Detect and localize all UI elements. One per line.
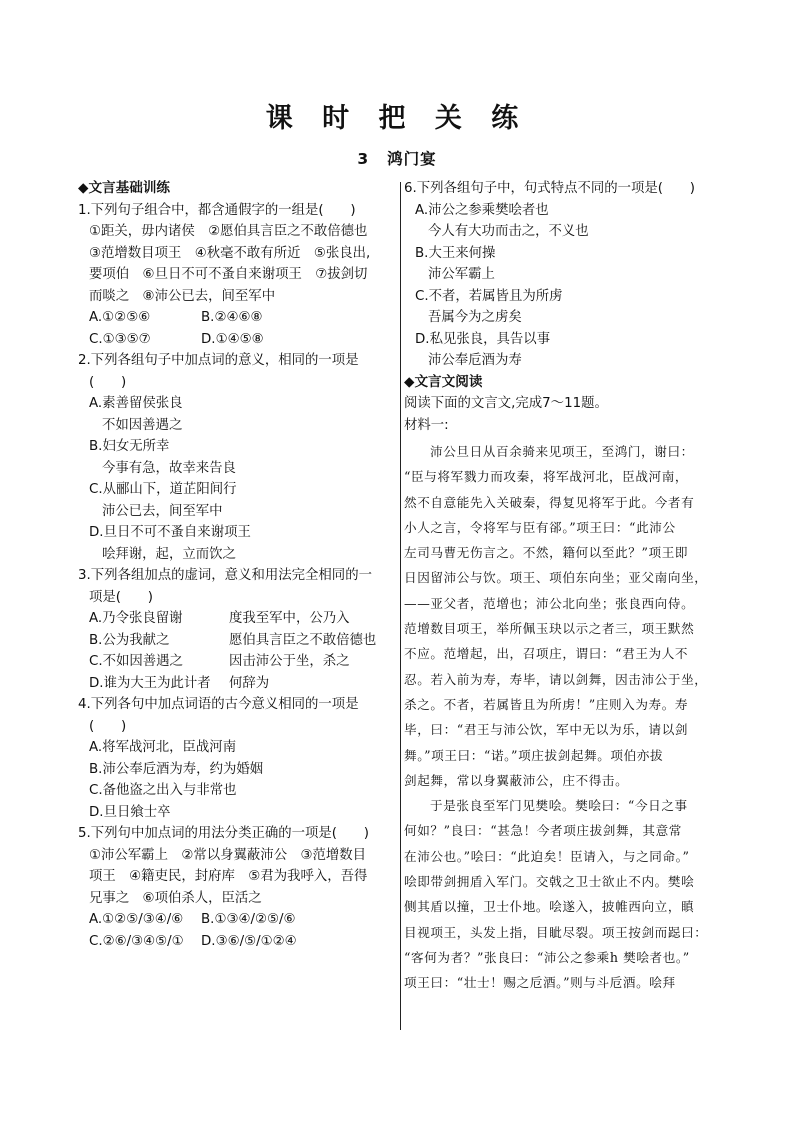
passage-line: 然不自意能先入关破秦，得复见将军于此。今者有 [404,494,695,510]
text-line: 项王 ④籍吏民，封府库 ⑤君为我呼入，吾得 [89,869,368,884]
answer-option: B.②④⑥⑧ [201,310,263,325]
text-line: 1.下列句子组合中，都含通假字的一组是( ) [78,202,356,218]
text-line: ①距关，毋内诸侯 ②愿伯具言臣之不敢倍德也 [89,224,368,239]
lesson-heading [0,147,794,169]
passage-line: “臣与将军戮力而攻秦，将军战河北，臣战河南， [404,469,689,485]
text-line: 而啖之 ⑧沛公已去，间至军中 [89,288,276,304]
text-line: 材料一: [404,417,449,433]
passage-line: 目视项王，头发上指，目眦尽裂。项王按剑而跽曰： [404,924,708,940]
answer-option: A.①②⑤⑥ [89,310,151,325]
passage-line: 在沛公也。”哙曰：“此迫矣！臣请入，与之同命。” [404,848,690,864]
option-sentence: D.谁为大王为此计者 [89,675,211,691]
option-sentence: 因击沛公于坐，杀之 [229,654,350,669]
text-line: C.从郦山下，道芷阳间行 [89,482,237,497]
section-heading: ◆文言文阅读 [404,373,483,390]
section-heading: ◆文言基础训练 [78,180,171,196]
passage-line: “客何为者？”张良曰：“沛公之参乘h 樊哙者也。” [404,949,690,965]
option-pair [78,651,396,673]
passage-line: 杀之。不者，若属皆且为所虏！”庄则入为寿。寿 [404,696,689,712]
option-sentence: 度我至军中，公乃入 [229,611,350,626]
passage-line: 毕，曰：“君王与沛公饮，军中无以为乐，请以剑 [404,722,689,738]
text-line: ③范增数目项王 ④秋毫不敢有所近 ⑤张良出, [89,245,371,261]
passage-line: 小人之言，令将军与臣有郤。”项王曰：“此沛公 [404,519,676,535]
answer-option: A.①②⑤/③④/⑥ [89,912,184,927]
option-sentence: 愿伯具言臣之不敢倍德也 [229,632,377,648]
text-line: 沛公军霸上 [428,267,495,282]
text-line: 3.下列各组加点的虚词，意义和用法完全相同的一 [78,568,372,583]
passage-line: 范增数目项王，举所佩玉玦以示之者三，项王默然 [404,621,695,637]
option-sentence: A.乃令张良留谢 [89,611,183,626]
text-line: 阅读下面的文言文,完成7～11题。 [404,396,608,411]
text-line: A.沛公之参乘樊哙者也 [415,202,549,218]
option-sentence: B.公为我献之 [89,632,170,648]
text-line: 沛公已去，间至军中 [102,503,223,519]
text-line: ( ) [89,718,127,734]
passage-line: 忍。若入前为寿，寿毕，请以剑舞，因击沛公于坐， [404,671,708,687]
answer-option: D.①④⑤⑧ [201,331,264,347]
passage-line: 日因留沛公与饮。项王、项伯东向坐；亚父南向坐， [404,570,708,586]
passage-line: 舞。”项王曰：“诺。”项庄拔剑起舞。项伯亦拔 [404,747,664,763]
text-line: A.素善留侯张良 [89,396,183,411]
answer-options-row [78,909,396,931]
text-line: 要项伯 ⑥旦日不可不蚤自来谢项王 ⑦拔剑切 [89,267,368,282]
text-line: ①沛公军霸上 ②常以身翼蔽沛公 ③范增数目 [89,847,367,863]
right-column [404,178,734,996]
text-line: B.大王来何操 [415,245,496,261]
option-sentence: 何辞为 [229,675,270,691]
answer-options-row [78,307,396,329]
answer-options-row [78,329,396,351]
text-line: 不如因善遇之 [102,417,183,433]
passage-text [404,439,734,996]
text-line: D.旦日飨士卒 [89,804,171,820]
left-column [78,178,396,952]
text-line: 今人有大功而击之，不义也 [428,224,589,239]
text-line: 5.下列句中加点词的用法分类正确的一项是( ) [78,826,370,841]
text-line: C.备他盗之出入与非常也 [89,783,237,798]
passage-line: ——亚父者，范增也；沛公北向坐；张良西向侍。 [404,595,695,611]
lesson-title: 鸿门宴 [387,150,437,168]
answer-option: D.③⑥/⑤/①②④ [201,933,297,949]
passage-line: 左司马曹无伤言之。不然，籍何以至此？”项王即 [404,545,689,561]
text-line: 2.下列各组句子中加点词的意义，相同的一项是 [78,353,359,368]
answer-option: B.①③④/②⑤/⑥ [201,912,296,927]
column-divider [400,182,401,1030]
text-line: 今事有急，故幸来告良 [102,460,236,476]
answer-option: C.①③⑤⑦ [89,331,151,347]
passage-line: 不应。范增起，出，召项庄，谓曰：“君王为人不 [404,646,689,662]
text-line: 兄事之 ⑥项伯杀人，臣活之 [89,890,262,906]
text-line: C.不者，若属皆且为所虏 [415,288,563,304]
passage-line: 于是张良至军门见樊哙。樊哙曰：“今日之事 [430,798,688,814]
text-line: 6.下列各组句子中，句式特点不同的一项是( ) [404,181,696,196]
text-line: 哙拜谢，起，立而饮之 [102,546,236,562]
text-line: A.将军战河北，臣战河南 [89,740,237,755]
passage-line: 何如？”良曰：“甚急！今者项庄拔剑舞，其意常 [404,823,682,839]
option-pair [78,673,396,695]
text-line: 沛公奉卮酒为寿 [428,353,522,368]
option-pair [78,630,396,652]
page-title: 课 时 把 关 练 [265,103,529,134]
text-line: 项是( ) [89,589,154,605]
text-line: D.私见张良，具告以事 [415,331,551,347]
passage-line: 侧其盾以撞，卫士仆地。哙遂入，披帷西向立，瞋 [404,899,695,915]
text-line: D.旦日不可不蚤自来谢项王 [89,525,251,540]
passage-line: 剑起舞，常以身翼蔽沛公，庄不得击。 [404,772,629,788]
answer-option: C.②⑥/③④⑤/① [89,933,184,949]
text-line: 吾属今为之虏矣 [428,310,522,325]
passage-line: 项王曰：“壮士！赐之卮酒。”则与斗卮酒。哙拜 [404,975,676,991]
lesson-number: 3 [357,150,370,168]
text-line: B.妇女无所幸 [89,439,170,454]
passage-line: 哙即带剑拥盾入军门。交戟之卫士欲止不内。樊哙 [404,874,695,890]
text-line: B.沛公奉卮酒为寿，约为婚姻 [89,761,264,777]
text-line: ( ) [89,374,127,390]
passage-line: 沛公旦日从百余骑来见项王，至鸿门，谢曰： [430,444,694,459]
answer-options-row [78,931,396,953]
option-sentence: C.不如因善遇之 [89,654,183,669]
text-line: 4.下列各句中加点词语的古今意义相同的一项是 [78,697,359,712]
option-pair [78,608,396,630]
